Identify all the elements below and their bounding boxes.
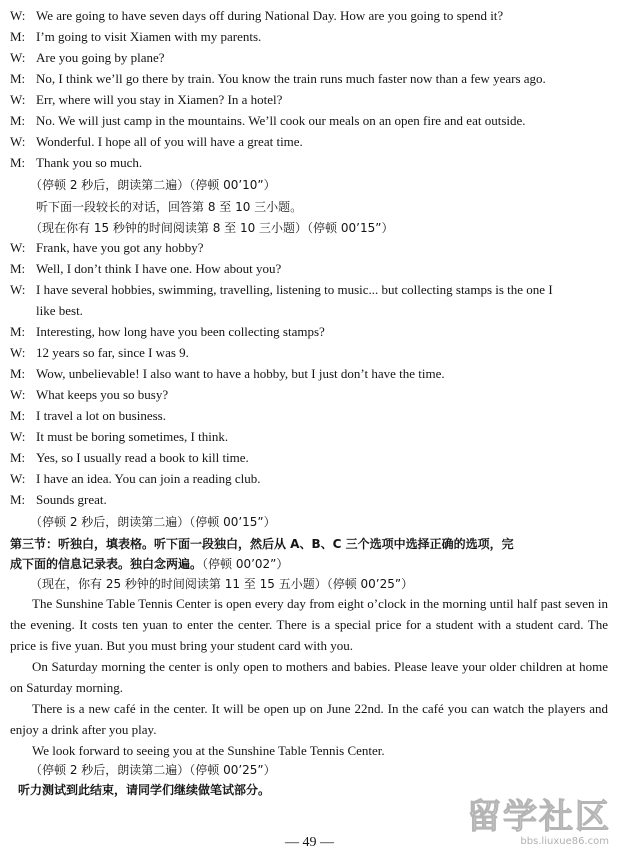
- pause-note: （停顿 2 秒后，朗读第二遍）（停顿 00’25”）: [30, 763, 276, 777]
- dialogue-line: M: Sounds great.: [10, 492, 107, 507]
- watermark-logo: 留学社区: [467, 797, 611, 837]
- instruction-text: （现在你有 15 秒钟的时间阅读第 8 至 10 三小题）（停顿 00’15”）: [30, 221, 394, 235]
- instruction-text: 听下面一段较长的对话，回答第 8 至 10 三小题。: [36, 200, 303, 214]
- dialogue-line: W: 12 years so far, since I was 9.: [10, 345, 189, 360]
- watermark-url: bbs.liuxue86.com: [520, 836, 609, 847]
- section-heading-cont: 成下面的信息记录表。独白念两遍。（停顿 00’02”）: [10, 557, 289, 571]
- dialogue-line: W: It must be boring sometimes, I think.: [10, 429, 229, 444]
- monologue-paragraph: On Saturday morning the center is only open to mothers and babies. Please leave your older children at home on Saturday morning.: [10, 659, 608, 695]
- dialogue-line: M: No. We will just camp in the mountains. We’ll cook our meals on an open fire and eat outside.: [10, 113, 526, 128]
- dialogue-continuation: like best.: [36, 303, 83, 318]
- dialogue-line: M: Yes, so I usually read a book to kill time.: [10, 450, 249, 465]
- ending-note: 听力测试到此结束，请同学们继续做笔试部分。: [18, 783, 271, 797]
- dialogue-line: W: Are you going by plane?: [10, 50, 165, 65]
- monologue-paragraph: We look forward to seeing you at the Sunshine Table Tennis Center.: [32, 743, 385, 758]
- dialogue-line: W: We are going to have seven days off during National Day. How are you going to spend it?: [10, 8, 504, 23]
- dialogue-line: W: What keeps you so busy?: [10, 387, 169, 402]
- dialogue-line: M: I’m going to visit Xiamen with my parents.: [10, 29, 262, 44]
- dialogue-line: W: Wonderful. I hope all of you will have a great time.: [10, 134, 303, 149]
- dialogue-line: M: Well, I don’t think I have one. How about you?: [10, 261, 282, 276]
- pause-note: （停顿 2 秒后，朗读第二遍）（停顿 00’15”）: [30, 515, 276, 529]
- dialogue-line: W: I have several hobbies, swimming, travelling, listening to music... but collecting stamps is the one I: [10, 282, 553, 297]
- dialogue-line: M: I travel a lot on business.: [10, 408, 166, 423]
- dialogue-line: W: Frank, have you got any hobby?: [10, 240, 204, 255]
- dialogue-line: M: No, I think we’ll go there by train. You know the train runs much faster now than a few years ago.: [10, 71, 546, 86]
- page-number: — 49 —: [285, 835, 334, 850]
- instruction-text: （现在，你有 25 秒钟的时间阅读第 11 至 15 五小题）（停顿 00’25”）: [30, 577, 414, 591]
- section-heading: 第三节：听独白，填表格。听下面一段独白，然后从 A、B、C 三个选项中选择正确的选项，完: [10, 537, 514, 551]
- dialogue-line: W: I have an idea. You can join a reading club.: [10, 471, 261, 486]
- dialogue-line: M: Thank you so much.: [10, 155, 143, 170]
- pause-note: （停顿 2 秒后，朗读第二遍）（停顿 00’10”）: [30, 178, 276, 192]
- monologue-paragraph: There is a new café in the center. It will be open up on June 22nd. In the café you can watch the players and enjoy a drink after you play.: [10, 701, 608, 737]
- dialogue-line: W: Err, where will you stay in Xiamen? In a hotel?: [10, 92, 283, 107]
- dialogue-line: M: Interesting, how long have you been collecting stamps?: [10, 324, 325, 339]
- monologue-paragraph: The Sunshine Table Tennis Center is open every day from eight o’clock in the morning until half past seven in the evening. It costs ten yuan to enter the center. There is a special price for a student with a student card. The price is five yuan. But you must bring your student card with you.: [10, 596, 608, 653]
- dialogue-line: M: Wow, unbelievable! I also want to have a hobby, but I just don’t have the time.: [10, 366, 445, 381]
